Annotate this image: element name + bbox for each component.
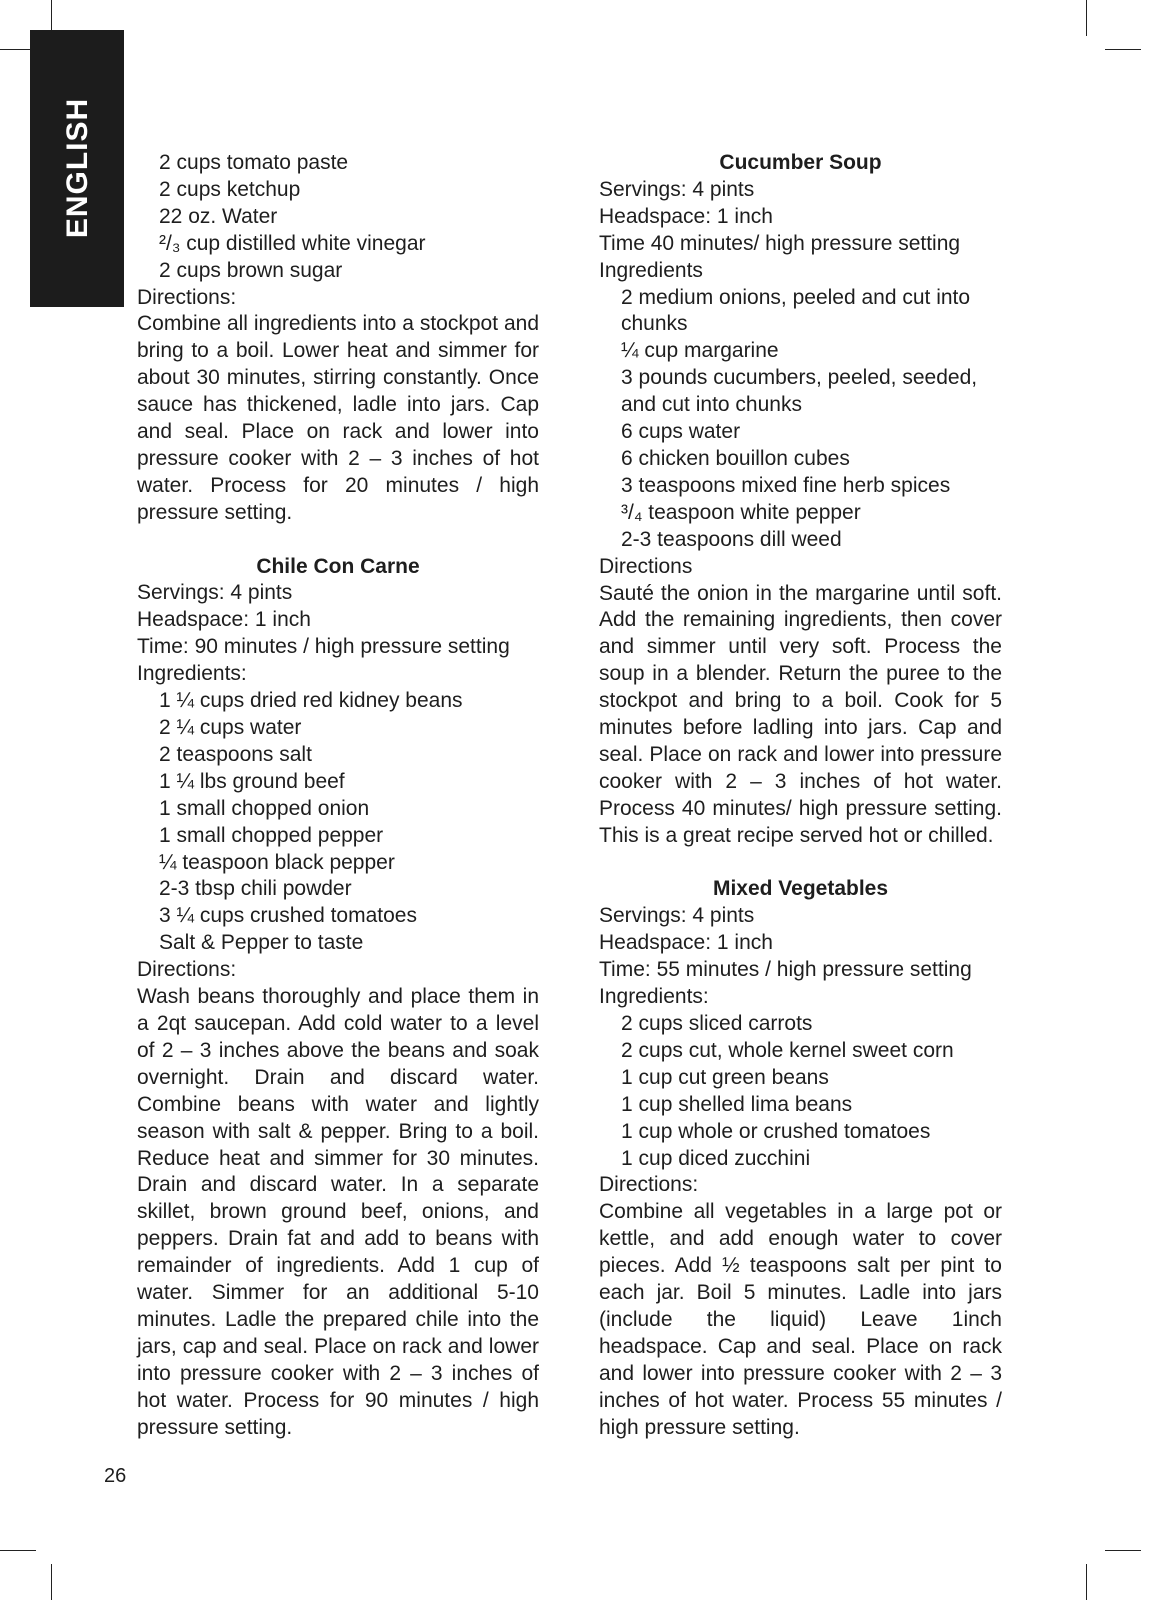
headspace-label: Headspace: bbox=[599, 204, 712, 228]
ingredient-item: 2 teaspoons salt bbox=[159, 742, 312, 766]
servings-value: 4 pints bbox=[692, 177, 755, 201]
ingredient-list bbox=[599, 285, 1002, 554]
ingredient-item: 3 ¼ cups crushed tomatoes bbox=[159, 904, 417, 928]
headspace-value: 1 inch bbox=[716, 204, 773, 228]
recipe-title: Cucumber Soup bbox=[719, 151, 882, 174]
time-line bbox=[599, 231, 1002, 258]
servings-line bbox=[599, 177, 1002, 204]
ingredient-list bbox=[599, 1011, 1002, 1172]
ingredient-item: 2 cups brown sugar bbox=[159, 258, 343, 282]
headspace-label: Headspace: bbox=[137, 608, 250, 632]
ingredient-item: 3 pounds cucumbers, peeled, seeded, bbox=[621, 366, 978, 390]
directions-label: Directions bbox=[599, 554, 693, 578]
ingredient-item: 1 cup cut green beans bbox=[621, 1065, 829, 1089]
ingredient-item: 6 cups water bbox=[621, 420, 741, 444]
time-value: 90 minutes / high pressure setting bbox=[194, 635, 510, 659]
directions-label: Directions: bbox=[137, 958, 237, 982]
crop-mark bbox=[1086, 1564, 1087, 1600]
time-value: 40 minutes/ high pressure setting bbox=[650, 231, 961, 255]
headspace-line bbox=[137, 607, 539, 634]
ingredient-item: 2 cups sliced carrots bbox=[621, 1011, 813, 1035]
ingredient-item: 1 ¼ cups dried red kidney beans bbox=[159, 689, 463, 713]
time-label: Time: bbox=[599, 958, 651, 982]
ingredient-list bbox=[137, 688, 539, 957]
servings-label: Servings: bbox=[599, 904, 687, 928]
ingredient-item: 6 chicken bouillon cubes bbox=[621, 446, 850, 470]
directions-text: Combine all vegetables in a large pot or kettle, and add enough water to cover pieces. Add ½ teaspoons salt per pint to each jar. Boil 5 minutes. Ladle into jars (include the liquid) Leave 1inch headspace. Cap and seal. Place on rack and lower into pressure cooker with 2 – 3 inches of hot water. Process 55 minutes / high pressure setting. bbox=[599, 1200, 1002, 1439]
ingredient-item: 2-3 teaspoons dill weed bbox=[621, 527, 842, 551]
crop-mark bbox=[1105, 1550, 1141, 1551]
crop-mark bbox=[1086, 0, 1087, 36]
ingredient-item: 1 small chopped onion bbox=[159, 796, 370, 820]
crop-mark bbox=[1105, 49, 1141, 50]
ingredients-label: Ingredients bbox=[599, 258, 703, 282]
ingredient-item: 1 cup whole or crushed tomatoes bbox=[621, 1119, 931, 1143]
headspace-value: 1 inch bbox=[254, 608, 311, 632]
page-number: 26 bbox=[104, 1465, 127, 1487]
directions-text: Sauté the onion in the margarine until soft. Add the remaining ingredients, then cover and simmer until very soft. Process the soup in a blender. Return the puree to the stockpot and bring to a boil. Cook for 5 minutes before ladling into jars. Cap and seal. Place on rack and lower into pressure cooker with 2 – 3 inches of hot water. Process 40 minutes/ high pressure setting. This is a great recipe served hot or chilled. bbox=[599, 581, 1002, 847]
ingredient-item: 2 ¼ cups water bbox=[159, 716, 302, 740]
crop-mark bbox=[51, 1564, 52, 1600]
servings-value: 4 pints bbox=[692, 904, 755, 928]
time-label: Time: bbox=[137, 635, 189, 659]
servings-label: Servings: bbox=[599, 177, 687, 201]
right-column bbox=[599, 150, 1002, 1441]
headspace-label: Headspace: bbox=[599, 931, 712, 955]
left-column bbox=[137, 150, 539, 1441]
directions-text: Wash beans thoroughly and place them in a 2qt saucepan. Add cold water to a level of 2 – 3 inches above the beans and soak overnight. Drain and discard water. Combine beans with water and lightly season with salt & pepper. Bring to a boil. Reduce heat and simmer for 30 minutes. Drain and discard water. In a separate skillet, brown ground beef, onions, and peppers. Drain fat and add to beans with remainder of ingredients. Add 1 cup of water. Simmer for an additional 5-10 minutes. Ladle the prepared chile into the jars, cap and seal. Place on rack and lower into pressure cooker with 2 – 3 inches of hot water. Process for 90 minutes / high pressure setting. bbox=[137, 985, 539, 1439]
ingredient-item: 3 teaspoons mixed fine herb spices bbox=[621, 473, 951, 497]
servings-line bbox=[599, 903, 1002, 930]
ingredient-item: ¼ teaspoon black pepper bbox=[159, 850, 395, 874]
recipe-title: Chile Con Carne bbox=[256, 554, 420, 578]
directions-label: Directions: bbox=[599, 1173, 699, 1197]
ingredient-item: 22 oz. Water bbox=[159, 204, 278, 228]
intro-ingredient-list bbox=[137, 150, 539, 285]
ingredient-item: 2 medium onions, peeled and cut into bbox=[621, 285, 971, 309]
ingredient-item: 2-3 tbsp chili powder bbox=[159, 877, 352, 901]
ingredient-item: 2 cups tomato paste bbox=[159, 151, 349, 174]
crop-mark bbox=[0, 1550, 36, 1551]
headspace-line bbox=[599, 204, 1002, 231]
ingredient-item: Salt & Pepper to taste bbox=[159, 931, 364, 955]
ingredient-item: 1 ¼ lbs ground beef bbox=[159, 769, 345, 793]
ingredient-item: 2 cups ketchup bbox=[159, 177, 301, 201]
ingredient-item: ³/₄ teaspoon white pepper bbox=[621, 500, 861, 524]
headspace-value: 1 inch bbox=[716, 931, 773, 955]
time-line bbox=[137, 634, 539, 661]
ingredient-item: 1 small chopped pepper bbox=[159, 823, 384, 847]
ingredients-label: Ingredients: bbox=[137, 662, 247, 686]
ingredient-item: and cut into chunks bbox=[621, 393, 802, 417]
language-tab-label: ENGLISH bbox=[61, 97, 94, 239]
directions-text: Combine all ingredients into a stockpot and bring to a boil. Lower heat and simmer for about 30 minutes, stirring constantly. Once sauce has thickened, ladle into jars. Cap and seal. Place on rack and lower into pressure cooker with 2 – 3 inches of hot water. Process for 20 minutes / high pressure setting. bbox=[137, 312, 539, 524]
ingredient-item: chunks bbox=[621, 312, 688, 336]
servings-value: 4 pints bbox=[230, 581, 293, 605]
time-value: 55 minutes / high pressure setting bbox=[656, 958, 972, 982]
ingredients-label: Ingredients: bbox=[599, 985, 709, 1009]
ingredient-item: ²/₃ cup distilled white vinegar bbox=[159, 231, 426, 255]
time-line bbox=[599, 957, 1002, 984]
time-label: Time bbox=[599, 231, 645, 255]
ingredient-item: 2 cups cut, whole kernel sweet corn bbox=[621, 1038, 954, 1062]
ingredient-item: 1 cup shelled lima beans bbox=[621, 1092, 853, 1116]
recipe-title: Mixed Vegetables bbox=[712, 877, 889, 901]
ingredient-item: 1 cup diced zucchini bbox=[621, 1146, 811, 1170]
directions-label: Directions: bbox=[137, 285, 237, 309]
servings-label: Servings: bbox=[137, 581, 225, 605]
ingredient-item: ¼ cup margarine bbox=[621, 339, 779, 363]
headspace-line bbox=[599, 930, 1002, 957]
servings-line bbox=[137, 580, 539, 607]
